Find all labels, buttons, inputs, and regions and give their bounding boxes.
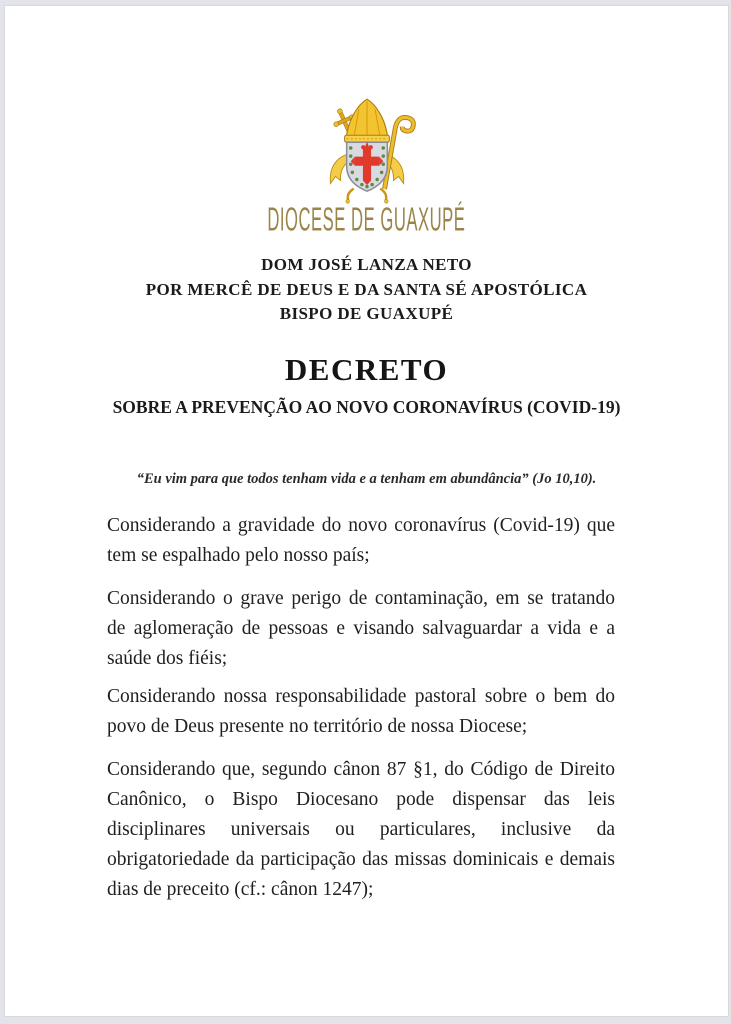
bishop-role: BISPO DE GUAXUPÉ <box>279 304 454 323</box>
diocese-name <box>5 202 728 236</box>
decree-title: DECRETO <box>284 352 449 387</box>
mitre-icon <box>344 99 389 142</box>
considerando-paragraph-3: Considerando nossa responsabilidade pastoral sobre o bem do povo de Deus presente no território de nossa Diocese; <box>107 686 615 737</box>
bishop-by-grace-line: POR MERCÊ DE DEUS E DA SANTA SÉ APOSTÓLICA <box>145 279 588 299</box>
document-page <box>4 5 729 1017</box>
considerando-paragraph-2: Considerando o grave perigo de contaminação, em se tratando de aglomeração de pessoas e visando salvaguardar a vida e a saúde dos fiéis; <box>107 588 615 669</box>
considerando-paragraph-4: Considerando que, segundo cânon 87 §1, do Código de Direito Canônico, o Bispo Diocesano pode dispensar das leis disciplinares universais ou particulares, inclusive da obrigatoriedade da participação das missas dominicais e demais dias de preceito (cf.: cânon 1247); <box>107 759 615 900</box>
crest-container <box>5 94 728 209</box>
diocese-name-text: DIOCESE DE GUAXUPÉ <box>267 200 466 238</box>
letterhead <box>5 253 728 327</box>
bishop-name: DOM JOSÉ LANZA NETO <box>261 255 472 274</box>
decree-subtitle: SOBRE A PREVENÇÃO AO NOVO CORONAVÍRUS (COVID-19) <box>112 397 621 417</box>
crozier-icon <box>384 116 414 192</box>
considerando-paragraph-1: Considerando a gravidade do novo coronavírus (Covid-19) que tem se espalhado pelo nosso país; <box>107 515 615 566</box>
diocese-coat-of-arms-icon <box>306 94 428 204</box>
scripture-epigraph: “Eu vim para que todos tenham vida e a tenham em abundância” (Jo 10,10). <box>136 471 597 487</box>
